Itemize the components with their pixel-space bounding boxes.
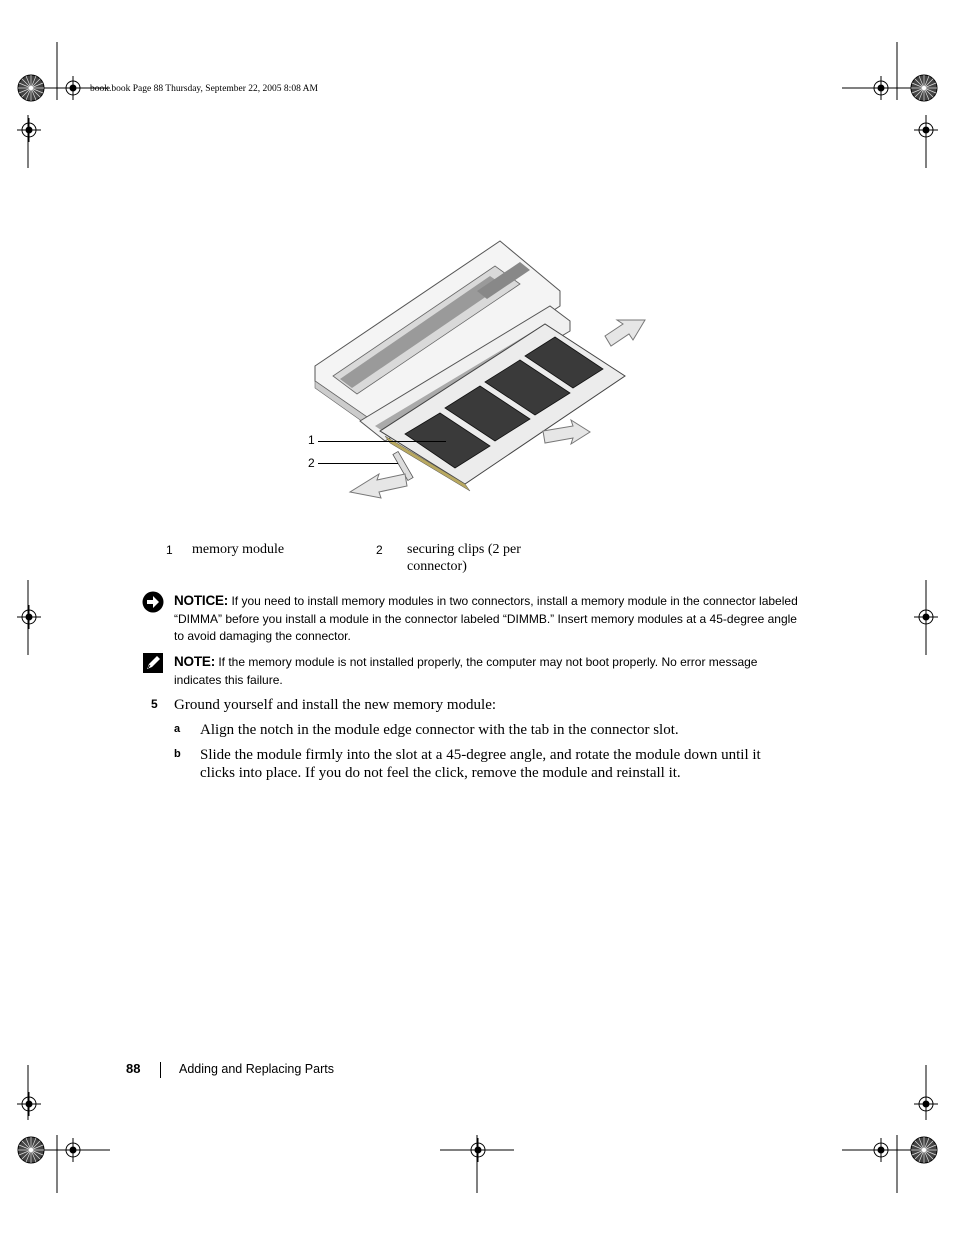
registration-mark-icon [914,118,938,142]
substep-text-b: Slide the module firmly into the slot at a 45-degree angle, and rotate the module down until it clicks into place. If you do not feel the click, remove the module and reinstall it. [200,747,761,781]
header-slug: book.book Page 88 Thursday, September 22, 2005 8:08 AM [90,84,318,94]
registration-mark-icon [61,1138,85,1162]
callout-2: 2 [308,456,315,470]
registration-mark-icon [914,1092,938,1116]
registration-mark-icon [17,118,41,142]
color-wheel-icon [911,1137,937,1163]
registration-mark-icon [17,1092,41,1116]
legend-text-1: memory module [192,542,285,557]
notice-body: If you need to install memory modules in two connectors, install a memory module in the connector labeled “DIMMA” before you install a module in the connector labeled “DIMMB.” Insert memory modules at a 45-degree angle to avoid damaging the connector. [174,594,798,643]
note-block [142,652,802,692]
footer-divider [160,1062,161,1078]
footer-section-title: Adding and Replacing Parts [179,1062,334,1076]
legend-number-2: 2 [376,543,383,557]
step-number: 5 [151,697,158,711]
notice-text [174,592,799,646]
registration-mark-icon [869,76,893,100]
note-pencil-icon [142,652,164,674]
note-body: If the memory module is not installed properly, the computer may not boot properly. No error message indicates this failure. [174,655,758,687]
registration-mark-icon [466,1138,490,1162]
callout-line-1 [318,441,446,442]
notice-label: NOTICE: [174,593,229,608]
notice-arrow-icon [142,591,164,613]
note-text [174,653,799,689]
memory-module-illustration [305,236,650,521]
legend-number-1: 1 [166,543,173,557]
note-label: NOTE: [174,654,215,669]
registration-mark-icon [914,605,938,629]
page-number: 88 [126,1061,141,1076]
callout-1: 1 [308,433,315,447]
color-wheel-icon [18,75,44,101]
registration-mark-icon [17,605,41,629]
substep-marker-a: a [174,723,181,735]
color-wheel-icon [911,75,937,101]
substep-marker-b: b [174,748,181,760]
notice-block [142,591,802,647]
legend-text-2: securing clips (2 per connector) [407,542,521,574]
color-wheel-icon [18,1137,44,1163]
registration-mark-icon [869,1138,893,1162]
callout-line-2 [318,463,398,464]
step-text: Ground yourself and install the new memory module: [174,697,497,713]
registration-mark-icon [61,76,85,100]
substep-text-a: Align the notch in the module edge connector with the tab in the connector slot. [200,722,679,738]
